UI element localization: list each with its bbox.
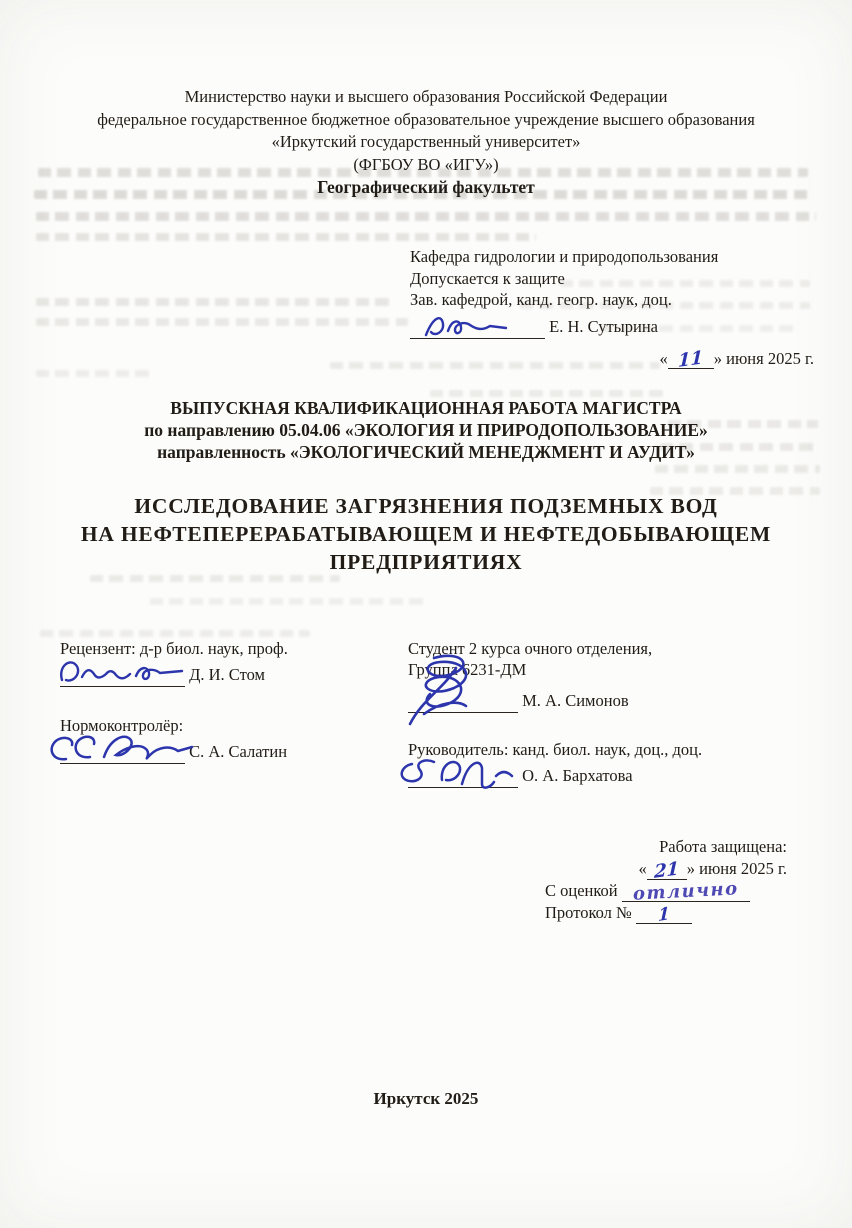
institution-line: федеральное государственное бюджетное образовательное учреждение высшего образования <box>97 109 755 129</box>
grade-row <box>545 878 791 905</box>
supervisor-label: Руководитель: канд. биол. наук, доц., доц. <box>408 740 703 759</box>
head-signature-row <box>410 314 814 339</box>
city-year: Иркутск 2025 <box>373 1089 479 1108</box>
bleed-line <box>150 598 430 605</box>
bleed-line <box>36 233 536 241</box>
protocol-row <box>545 902 791 927</box>
approval-block <box>410 246 814 372</box>
defense-date-line <box>647 858 687 883</box>
approval-date-line <box>668 347 714 372</box>
protocol-label: Протокол № <box>545 903 632 922</box>
bleed-line <box>36 370 156 377</box>
normcontrol-label: Нормоконтролёр: <box>60 716 184 735</box>
right-signatories-column <box>408 638 820 788</box>
work-type-line: ВЫПУСКНАЯ КВАЛИФИКАЦИОННАЯ РАБОТА МАГИСТРА <box>170 398 682 418</box>
student-line1: Студент 2 курса очного отделения, <box>408 639 653 658</box>
defense-date-day-handwritten: 21 <box>654 858 680 883</box>
normcontrol-signature-row <box>60 739 400 764</box>
ministry-line: Министерство науки и высшего образования Российской Федерации <box>184 87 668 106</box>
protocol-value-handwritten: 1 <box>657 903 671 927</box>
bleed-line <box>36 298 396 306</box>
bleed-line <box>36 318 408 326</box>
reviewer-label: Рецензент: д-р биол. наук, проф. <box>60 639 288 658</box>
supervisor-signature-row <box>408 763 820 788</box>
thesis-title-line1: ИССЛЕДОВАНИЕ ЗАГРЯЗНЕНИЯ ПОДЗЕМНЫХ ВОД <box>134 494 718 518</box>
reviewer-name: Д. И. Стом <box>189 665 265 684</box>
grade-line <box>622 878 750 905</box>
admission-line: Допускается к защите <box>410 268 565 288</box>
defense-block <box>545 836 791 927</box>
protocol-line <box>636 903 692 927</box>
bleed-line <box>40 630 310 637</box>
reviewer-signature-line <box>60 667 185 687</box>
defense-date-row <box>545 858 791 883</box>
student-signature-line <box>408 693 518 713</box>
thesis-title <box>0 492 852 576</box>
thesis-title-line3: ПРЕДПРИЯТИЯХ <box>329 550 523 574</box>
head-title: Зав. кафедрой, канд. геогр. наук, доц. <box>410 290 672 309</box>
reviewer-signature-row <box>60 662 400 687</box>
defense-date-close: » июня 2025 г. <box>686 859 787 878</box>
normcontrol-name: С. А. Салатин <box>189 742 288 761</box>
program-line: по направлению 05.04.06 «ЭКОЛОГИЯ И ПРИРОДОПОЛЬЗОВАНИЕ» <box>144 420 708 440</box>
bleed-line <box>36 212 816 221</box>
approval-date-close: » июня 2025 г. <box>713 348 814 368</box>
grade-value-handwritten: отлично <box>632 878 740 905</box>
left-signatories-column <box>60 638 400 764</box>
thesis-title-line2: НА НЕФТЕПЕРЕРАБАТЫВАЮЩЕМ И НЕФТЕДОБЫВАЮЩЕМ <box>80 522 772 546</box>
faculty-name: Географический факультет <box>317 177 535 197</box>
defense-heading: Работа защищена: <box>659 837 787 856</box>
student-line2: Группа 6231-ДМ <box>408 660 527 679</box>
specialization-line: направленность «ЭКОЛОГИЧЕСКИЙ МЕНЕДЖМЕНТ И АУДИТ» <box>157 442 695 462</box>
bleed-line <box>430 390 670 397</box>
approval-date-row <box>410 348 814 372</box>
head-signature-line <box>410 319 545 339</box>
grade-label: С оценкой <box>545 881 618 900</box>
bleed-line <box>90 575 340 582</box>
defense-date-open: « <box>638 859 647 878</box>
head-name: Е. Н. Сутырина <box>549 316 658 336</box>
student-signature-row <box>408 688 820 713</box>
supervisor-signature-line <box>408 768 518 788</box>
approval-date-day-handwritten: 11 <box>677 347 704 372</box>
department-name: Кафедра гидрологии и природопользования <box>410 247 719 266</box>
qualification-block <box>0 397 852 463</box>
approval-date-open: « <box>659 348 668 368</box>
university-name: «Иркутский государственный университет» <box>271 132 581 151</box>
normcontrol-signature-line <box>60 744 185 764</box>
supervisor-name: О. А. Бархатова <box>522 766 633 785</box>
university-header <box>0 86 852 199</box>
bleed-line <box>655 465 820 473</box>
student-name: М. А. Симонов <box>522 691 629 710</box>
university-abbreviation: (ФГБОУ ВО «ИГУ») <box>353 154 499 174</box>
